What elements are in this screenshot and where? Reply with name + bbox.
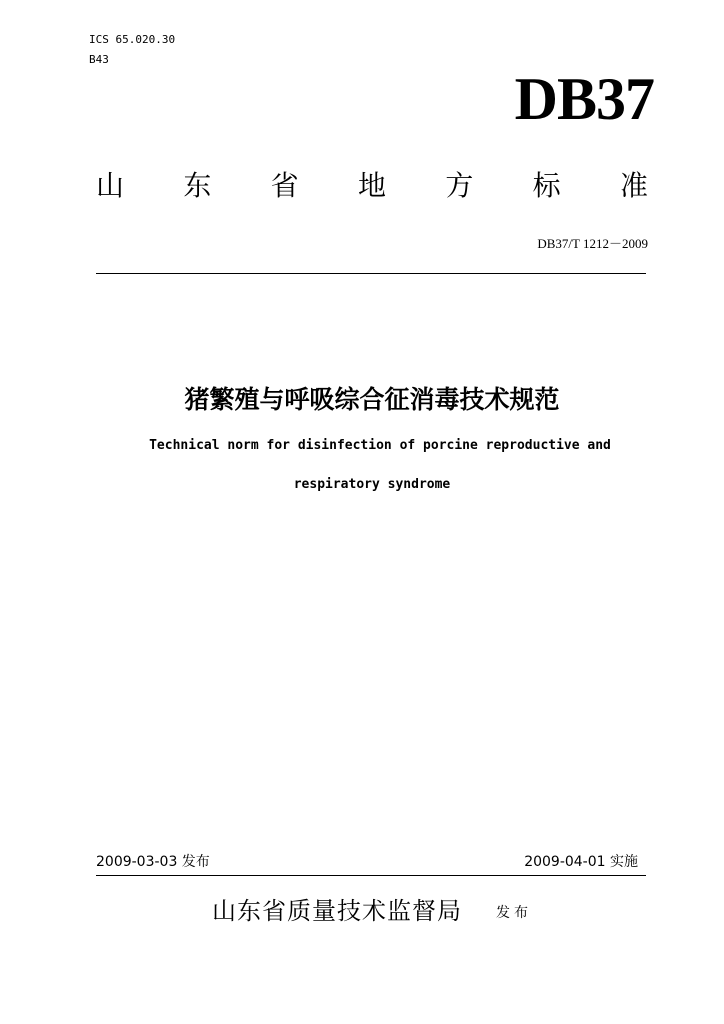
publish-label: 发布	[496, 905, 532, 921]
bottom-divider	[96, 875, 646, 876]
classification-code: B43	[89, 53, 109, 66]
category-char: 标	[532, 169, 561, 202]
standard-category-title	[96, 168, 648, 204]
db37-logo: DB37	[514, 66, 654, 132]
chinese-title: 猪繁殖与呼吸综合征消毒技术规范	[184, 385, 560, 414]
category-char: 地	[357, 169, 386, 202]
publisher-name: 山东省质量技术监督局	[212, 897, 462, 925]
implementation-date: 2009-04-01 实施	[524, 854, 638, 870]
english-title-line2: respiratory syndrome	[293, 477, 451, 492]
category-char: 省	[270, 169, 299, 202]
standard-number: DB37/T 1212－2009	[537, 236, 648, 251]
top-divider	[96, 273, 646, 274]
category-char: 方	[445, 169, 474, 202]
category-char: 东	[183, 169, 212, 202]
ics-code: ICS 65.020.30	[89, 33, 176, 46]
english-title-line1: Technical norm for disinfection of porcine reproductive and	[149, 438, 611, 453]
issue-date: 2009-03-03 发布	[96, 854, 210, 870]
category-char: 山	[96, 169, 125, 202]
category-char: 准	[619, 169, 648, 202]
